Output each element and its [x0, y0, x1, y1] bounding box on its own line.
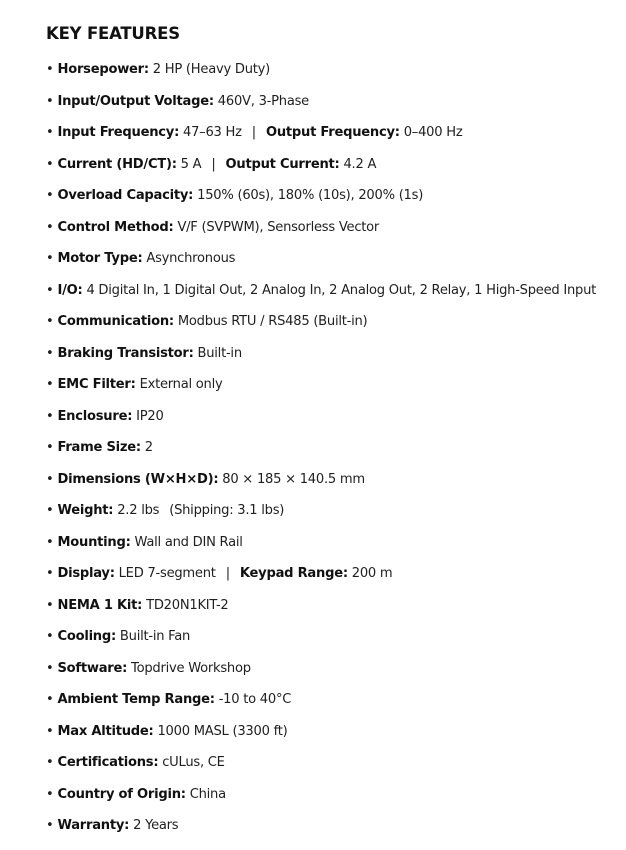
feature-value: Built-in — [197, 345, 242, 361]
bullet-icon: • — [46, 692, 54, 707]
feature-item — [46, 86, 616, 118]
bullet-icon: • — [46, 408, 54, 424]
feature-item — [46, 590, 616, 622]
feature-value: Built-in Fan — [119, 629, 191, 644]
bullet-icon: • — [46, 786, 54, 802]
feature-value: Wall and DIN Rail — [134, 534, 243, 550]
bullet-icon: • — [46, 597, 54, 613]
bullet-icon: • — [46, 345, 54, 361]
bullet-icon: • — [46, 377, 54, 392]
separator: | — [251, 125, 256, 140]
feature-label: Max Altitude: — [57, 723, 154, 739]
feature-item — [46, 243, 616, 275]
feature-label: Enclosure: — [57, 408, 133, 424]
bullet-icon: • — [46, 629, 54, 644]
feature-item — [46, 684, 616, 716]
key-features-section — [46, 22, 616, 842]
feature-list — [46, 54, 616, 842]
feature-note: (Shipping: 3.1 lbs) — [169, 503, 285, 518]
feature-label: Display: — [57, 566, 115, 581]
feature-label: NEMA 1 Kit: — [57, 597, 143, 613]
feature-value: China — [189, 786, 226, 802]
bullet-icon: • — [46, 755, 54, 770]
feature-label: Cooling: — [57, 629, 116, 644]
feature-value: LED 7-segment — [118, 566, 216, 581]
feature-label-secondary: Output Frequency: — [265, 125, 400, 140]
bullet-icon: • — [46, 566, 54, 581]
feature-label: Ambient Temp Range: — [57, 692, 215, 707]
bullet-icon: • — [46, 471, 54, 487]
feature-item — [46, 149, 616, 181]
bullet-icon: • — [46, 188, 54, 203]
feature-item — [46, 369, 616, 401]
section-title: KEY FEATURES — [46, 24, 180, 43]
feature-value: Asynchronous — [146, 251, 236, 266]
feature-item — [46, 621, 616, 653]
bullet-icon: • — [46, 503, 54, 518]
feature-item — [46, 338, 616, 370]
feature-label: Weight: — [57, 503, 114, 518]
feature-label: I/O: — [57, 282, 83, 298]
feature-item — [46, 747, 616, 779]
feature-item — [46, 54, 616, 86]
feature-item — [46, 464, 616, 496]
feature-value: Topdrive Workshop — [131, 660, 251, 676]
separator: | — [211, 156, 216, 172]
bullet-icon: • — [46, 219, 54, 235]
feature-value: V/F (SVPWM), Sensorless Vector — [177, 219, 380, 235]
feature-item — [46, 527, 616, 559]
feature-item — [46, 653, 616, 685]
feature-label-secondary: Output Current: — [225, 156, 340, 172]
feature-label: Country of Origin: — [57, 786, 186, 802]
feature-value-secondary: 0–400 Hz — [403, 125, 463, 140]
feature-item — [46, 306, 616, 338]
feature-value-secondary: 4.2 A — [343, 156, 377, 172]
feature-item — [46, 401, 616, 433]
feature-value: 5 A — [180, 156, 202, 172]
bullet-icon: • — [46, 93, 54, 109]
feature-label: Input Frequency: — [57, 125, 180, 140]
feature-value: External only — [139, 377, 223, 392]
feature-item — [46, 495, 616, 527]
feature-value: TD20N1KIT-2 — [146, 597, 229, 613]
bullet-icon: • — [46, 62, 54, 77]
feature-value: -10 to 40°C — [218, 692, 292, 707]
bullet-icon: • — [46, 723, 54, 739]
feature-label: Input/Output Voltage: — [57, 93, 214, 109]
feature-value: 1000 MASL (3300 ft) — [157, 723, 288, 739]
feature-item — [46, 432, 616, 464]
feature-value: 2 HP (Heavy Duty) — [152, 62, 270, 77]
feature-label: Motor Type: — [57, 251, 143, 266]
feature-item — [46, 779, 616, 811]
feature-value: 2.2 lbs — [117, 503, 160, 518]
bullet-icon: • — [46, 282, 54, 298]
feature-label: Overload Capacity: — [57, 188, 194, 203]
feature-value: 80 × 185 × 140.5 mm — [222, 471, 365, 487]
feature-value: 2 — [144, 440, 153, 455]
feature-value: Modbus RTU / RS485 (Built-in) — [177, 314, 368, 329]
feature-value: 460V, 3-Phase — [217, 93, 309, 109]
feature-label-secondary: Keypad Range: — [239, 566, 348, 581]
bullet-icon: • — [46, 156, 54, 172]
feature-value-secondary: 200 m — [351, 566, 393, 581]
bullet-icon: • — [46, 534, 54, 550]
feature-value: 47–63 Hz — [183, 125, 242, 140]
feature-value: cULus, CE — [162, 755, 225, 770]
feature-item — [46, 212, 616, 244]
feature-label: Certifications: — [57, 755, 159, 770]
bullet-icon: • — [46, 251, 54, 266]
bullet-icon: • — [46, 660, 54, 676]
feature-value: 2 Years — [133, 818, 179, 833]
feature-item — [46, 558, 616, 590]
separator: | — [225, 566, 230, 581]
feature-label: Braking Transistor: — [57, 345, 194, 361]
feature-label: Frame Size: — [57, 440, 141, 455]
feature-value: 4 Digital In, 1 Digital Out, 2 Analog In, 2 Analog Out, 2 Relay, 1 High-Speed Input — [86, 282, 597, 298]
feature-item — [46, 180, 616, 212]
feature-item — [46, 810, 616, 842]
feature-item — [46, 117, 616, 149]
feature-label: Control Method: — [57, 219, 174, 235]
feature-label: Horsepower: — [57, 62, 149, 77]
feature-value: IP20 — [136, 408, 164, 424]
feature-label: Software: — [57, 660, 128, 676]
feature-label: Dimensions (W×H×D): — [57, 471, 219, 487]
feature-label: Communication: — [57, 314, 174, 329]
feature-label: Warranty: — [57, 818, 130, 833]
feature-value: 150% (60s), 180% (10s), 200% (1s) — [197, 188, 424, 203]
feature-item — [46, 275, 616, 307]
feature-label: Mounting: — [57, 534, 131, 550]
feature-label: EMC Filter: — [57, 377, 136, 392]
bullet-icon: • — [46, 440, 54, 455]
bullet-icon: • — [46, 818, 54, 833]
feature-label: Current (HD/CT): — [57, 156, 177, 172]
feature-item — [46, 716, 616, 748]
bullet-icon: • — [46, 314, 54, 329]
bullet-icon: • — [46, 125, 54, 140]
